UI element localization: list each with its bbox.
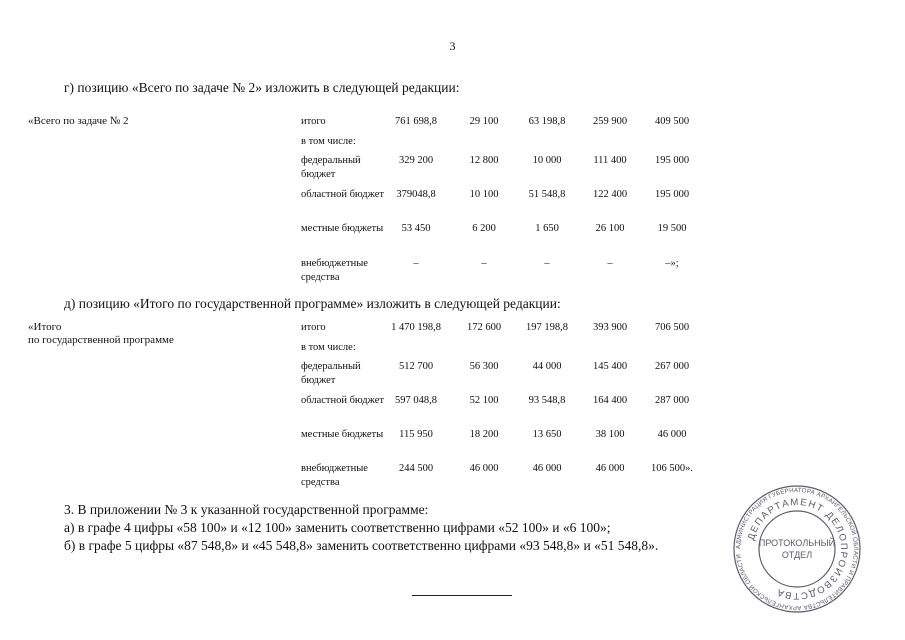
table-cell: 706 500 [654,322,690,333]
table-cell: 10 100 [469,189,499,200]
table-cell: 46 000 [469,463,499,474]
row-label: в том числе: [301,342,356,353]
table-cell: 10 000 [532,155,562,166]
table-cell: 145 400 [592,361,628,372]
table-cell: 52 100 [469,395,499,406]
table-cell: 63 198,8 [528,116,566,127]
row-label: в том числе: [301,136,356,147]
row-label: местные бюджеты [301,223,384,234]
table-cell: 512 700 [398,361,434,372]
table-cell: 12 800 [469,155,499,166]
stamp-center-line1: ПРОТОКОЛЬНЫЙ [758,538,836,548]
row-label: местные бюджеты [301,429,384,440]
table-cell: 106 500». [651,463,693,474]
paragraph-3a: а) в графе 4 цифры «58 100» и «12 100» заменить соответственно цифрами «52 100» и «6 100»; [64,520,611,535]
table-cell: 1 470 198,8 [391,322,441,333]
stamp-outer-text: АДМИНИСТРАЦИЯ ГУБЕРНАТОРА АРХАНГЕЛЬСКОЙ ОБЛАСТИ И ПРАВИТЕЛЬСТВА АРХАНГЕЛЬСКОЙ ОБЛАСТИ [734,486,860,612]
table1-label: «Всего по задаче № 2 [28,115,129,127]
table-cell: 46 000 [595,463,625,474]
page-number: 3 [449,39,456,53]
table-cell: 761 698,8 [395,116,437,127]
table-cell: 26 100 [595,223,625,234]
table-cell: 51 548,8 [528,189,566,200]
table-cell: 111 400 [593,155,627,166]
table-cell: 29 100 [469,116,499,127]
stamp-inner-ring [759,511,835,587]
table-cell: 19 500 [657,223,687,234]
table-cell: 195 000 [654,189,690,200]
row-label: итого [301,116,326,127]
table-cell: 18 200 [469,429,499,440]
table-cell: – [481,258,487,269]
table-cell: 38 100 [595,429,625,440]
table2-label-line1: «Итого [28,321,62,333]
table-cell: 46 000 [657,429,687,440]
table-cell: 122 400 [592,189,628,200]
stamp-inner-text: ДЕПАРТАМЕНТ ДЕЛОПРОИЗВОДСТВА [745,496,850,602]
table-cell: – [607,258,613,269]
table-cell: –»; [665,258,679,269]
table-cell: 287 000 [654,395,690,406]
table-cell: 53 450 [401,223,431,234]
table-cell: 329 200 [398,155,434,166]
row-label: федеральный бюджет [301,361,361,386]
table-cell: 244 500 [398,463,434,474]
table-cell: 197 198,8 [526,322,568,333]
paragraph-3: 3. В приложении № 3 к указанной государственной программе: [64,502,429,517]
table-cell: 115 950 [399,429,433,440]
table-cell: – [413,258,419,269]
table-cell: 1 650 [535,223,559,234]
table2-label-line2: по государственной программе [28,334,174,346]
table-cell: 597 048,8 [395,395,437,406]
table-cell: 13 650 [532,429,562,440]
table-cell: 259 900 [592,116,628,127]
table-cell: 195 000 [654,155,690,166]
paragraph-3b: б) в графе 5 цифры «87 548,8» и «45 548,8» заменить соответственно цифрами «93 548,8» и «51 548,8». [64,538,659,553]
table-cell: 56 300 [469,361,499,372]
stamp-seal [732,484,862,614]
table-cell: 46 000 [532,463,562,474]
table-cell: 164 400 [592,395,628,406]
table-cell: 379048,8 [396,189,436,200]
row-label: внебюджетные средства [301,258,368,283]
row-label: областной бюджет [301,395,384,406]
table-cell: 172 600 [466,322,502,333]
table-cell: 393 900 [592,322,628,333]
divider-rule [412,595,512,596]
table-cell: – [544,258,550,269]
row-label: областной бюджет [301,189,384,200]
table-cell: 6 200 [472,223,496,234]
paragraph-d: д) позицию «Итого по государственной программе» изложить в следующей редакции: [64,296,561,311]
table-cell: 267 000 [654,361,690,372]
row-label: итого [301,322,326,333]
stamp-center-line2: ОТДЕЛ [781,550,813,560]
table-cell: 44 000 [532,361,562,372]
table-cell: 93 548,8 [528,395,566,406]
table-cell: 409 500 [654,116,690,127]
paragraph-g: г) позицию «Всего по задаче № 2» изложить в следующей редакции: [64,80,460,95]
row-label: внебюджетные средства [301,463,368,488]
row-label: федеральный бюджет [301,155,361,180]
